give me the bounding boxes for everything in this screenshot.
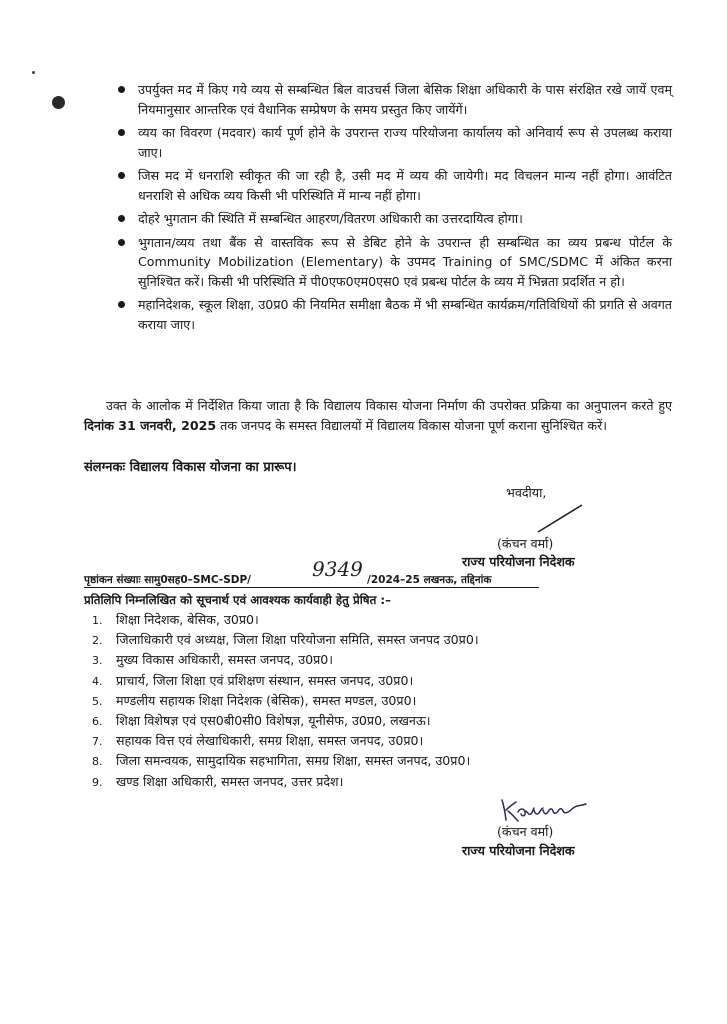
list-number: 6. <box>92 715 103 729</box>
signatory-name: (कंचन वर्मा) <box>497 536 554 551</box>
list-number: 4. <box>92 674 103 688</box>
list-text: शिक्षा विशेषज्ञ एवं एस0बी0सी0 विशेषज्ञ, यूनीसेफ, उ0प्र0, लखनऊ। <box>116 713 431 729</box>
list-text: जिलाधिकारी एवं अध्यक्ष, जिला शिक्षा परियोजना समिति, समस्त जनपद उ0प्र0। <box>116 632 479 648</box>
punch-hole-mark <box>52 96 65 109</box>
list-item <box>92 751 479 771</box>
list-item <box>92 630 479 650</box>
copy-to-intro: प्रतिलिपि निम्नलिखित को सूचनार्थ एवं आवश्यक कार्यवाही हेतु प्रेषित :– <box>84 593 392 607</box>
paragraph-text-after: तक जनपद के समस्त विद्यालयों में विद्यालय विकास योजना पूर्ण कराना सुनिश्चित करें। <box>220 417 608 433</box>
bullet-item: जिस मद में धनराशि स्वीकृत की जा रही है, उसी मद में व्यय की जायेगी। मद विचलन मान्य नहीं होगा। आवंटित धनराशि से अधिक व्यय किसी भी परिस्थिति में मान्य नहीं होगा। <box>112 166 672 205</box>
list-item <box>92 772 479 792</box>
list-number: 2. <box>92 634 103 648</box>
list-text: मुख्य विकास अधिकारी, समस्त जनपद, उ0प्र0। <box>116 652 334 668</box>
enclosure-line: संलग्नकः विद्यालय विकास योजना का प्रारूप। <box>84 460 297 475</box>
list-item <box>92 711 479 731</box>
instruction-bullets <box>112 80 672 338</box>
list-text: मण्डलीय सहायक शिक्षा निदेशक (बेसिक), समस्त मण्डल, उ0प्र0। <box>116 692 417 708</box>
directive-paragraph <box>84 396 672 435</box>
deadline-date: दिनांक 31 जनवरी, 2025 <box>84 417 217 433</box>
list-text: सहायक वित्त एवं लेखाधिकारी, समग्र शिक्षा, समस्त जनपद, उ0प्र0। <box>116 733 424 749</box>
bullet-item: महानिदेशक, स्कूल शिक्षा, उ0प्र0 की नियमित समीक्षा बैठक में भी सम्बन्धित कार्यक्रम/गतिविधियों की प्रगति से अवगत कराया जाए। <box>112 295 672 334</box>
list-item <box>92 650 479 670</box>
handwritten-signature-icon <box>498 796 590 824</box>
list-number: 1. <box>92 614 103 627</box>
list-text: प्राचार्य, जिला शिक्षा एवं प्रशिक्षण संस्थान, समस्त जनपद, उ0प्र0। <box>116 672 414 688</box>
list-number: 9. <box>92 775 103 789</box>
signatory-designation-2: राज्य परियोजना निदेशक <box>462 843 575 858</box>
list-item <box>92 731 479 751</box>
list-number: 5. <box>92 694 103 708</box>
list-text: शिक्षा निदेशक, बेसिक, उ0प्र0। <box>116 612 259 627</box>
bullet-item: व्यय का विवरण (मदवार) कार्य पूर्ण होने के उपरान्त राज्य परियोजना कार्यालय को अनिवार्य रूप से उपलब्ध कराया जाए। <box>112 123 672 162</box>
list-number: 7. <box>92 735 103 749</box>
signatory-designation: राज्य परियोजना निदेशक <box>462 554 575 569</box>
list-item <box>92 610 479 630</box>
bullet-item: उपर्युक्त मद में किए गये व्यय से सम्बन्धित बिल वाउचर्स जिला बेसिक शिक्षा अधिकारी के पास संरक्षित रखे जायें एवम् नियमानुसार आन्तरिक एवं वैधानिक सम्प्रेषण के समय प्रस्तुत किए जायेंगें। <box>112 80 672 119</box>
bullet-item: दोहरे भुगतान की स्थिति में सम्बन्धित आहरण/वितरण अधिकारी का उत्तरदायित्व होगा। <box>112 209 672 229</box>
signature-stroke-icon <box>536 502 586 534</box>
paragraph-text-before: उक्त के आलोक में निर्देशित किया जाता है कि विद्यालय विकास योजना निर्माण की उपरोक्त प्रक्रिया का अनुपालन करते हुए <box>106 398 672 413</box>
reference-suffix: /2024–25 लखनऊ, तद्दिनांक <box>367 574 492 586</box>
list-item <box>92 671 479 691</box>
list-text: जिला समन्वयक, सामुदायिक सहभागिता, समग्र शिक्षा, समस्त जनपद, उ0प्र0। <box>116 753 471 769</box>
list-text: खण्ड शिक्षा अधिकारी, समस्त जनपद, उत्तर प्रदेश। <box>116 773 344 789</box>
list-number: 8. <box>92 755 103 769</box>
signatory-name-2: (कंचन वर्मा) <box>497 824 554 839</box>
list-item <box>92 691 479 711</box>
scan-speck <box>32 71 35 74</box>
closing-salutation: भवदीया, <box>506 485 547 500</box>
bullet-item: भुगतान/व्यय तथा बैंक से वास्तविक रूप से डेबिट होने के उपरान्त ही सम्बन्धित का व्यय प्रबन्ध पोर्टल के Community Mobilization (Elementary) के उपमद Training of SMC/SDMC में अंकित करना सुनिश्चित करें। किसी भी परिस्थिति में पी0एफ0एम0एस0 एवं प्रबन्ध पोर्टल के व्यय में भिन्नता प्रदर्शित न हो। <box>112 233 672 292</box>
copy-to-list <box>92 610 479 792</box>
reference-number-handwritten: 9349 <box>312 557 363 581</box>
reference-prefix: पृष्ठांकन संख्याः सामु0सह0–SMC-SDP/ <box>84 574 251 586</box>
list-number: 3. <box>92 654 103 668</box>
